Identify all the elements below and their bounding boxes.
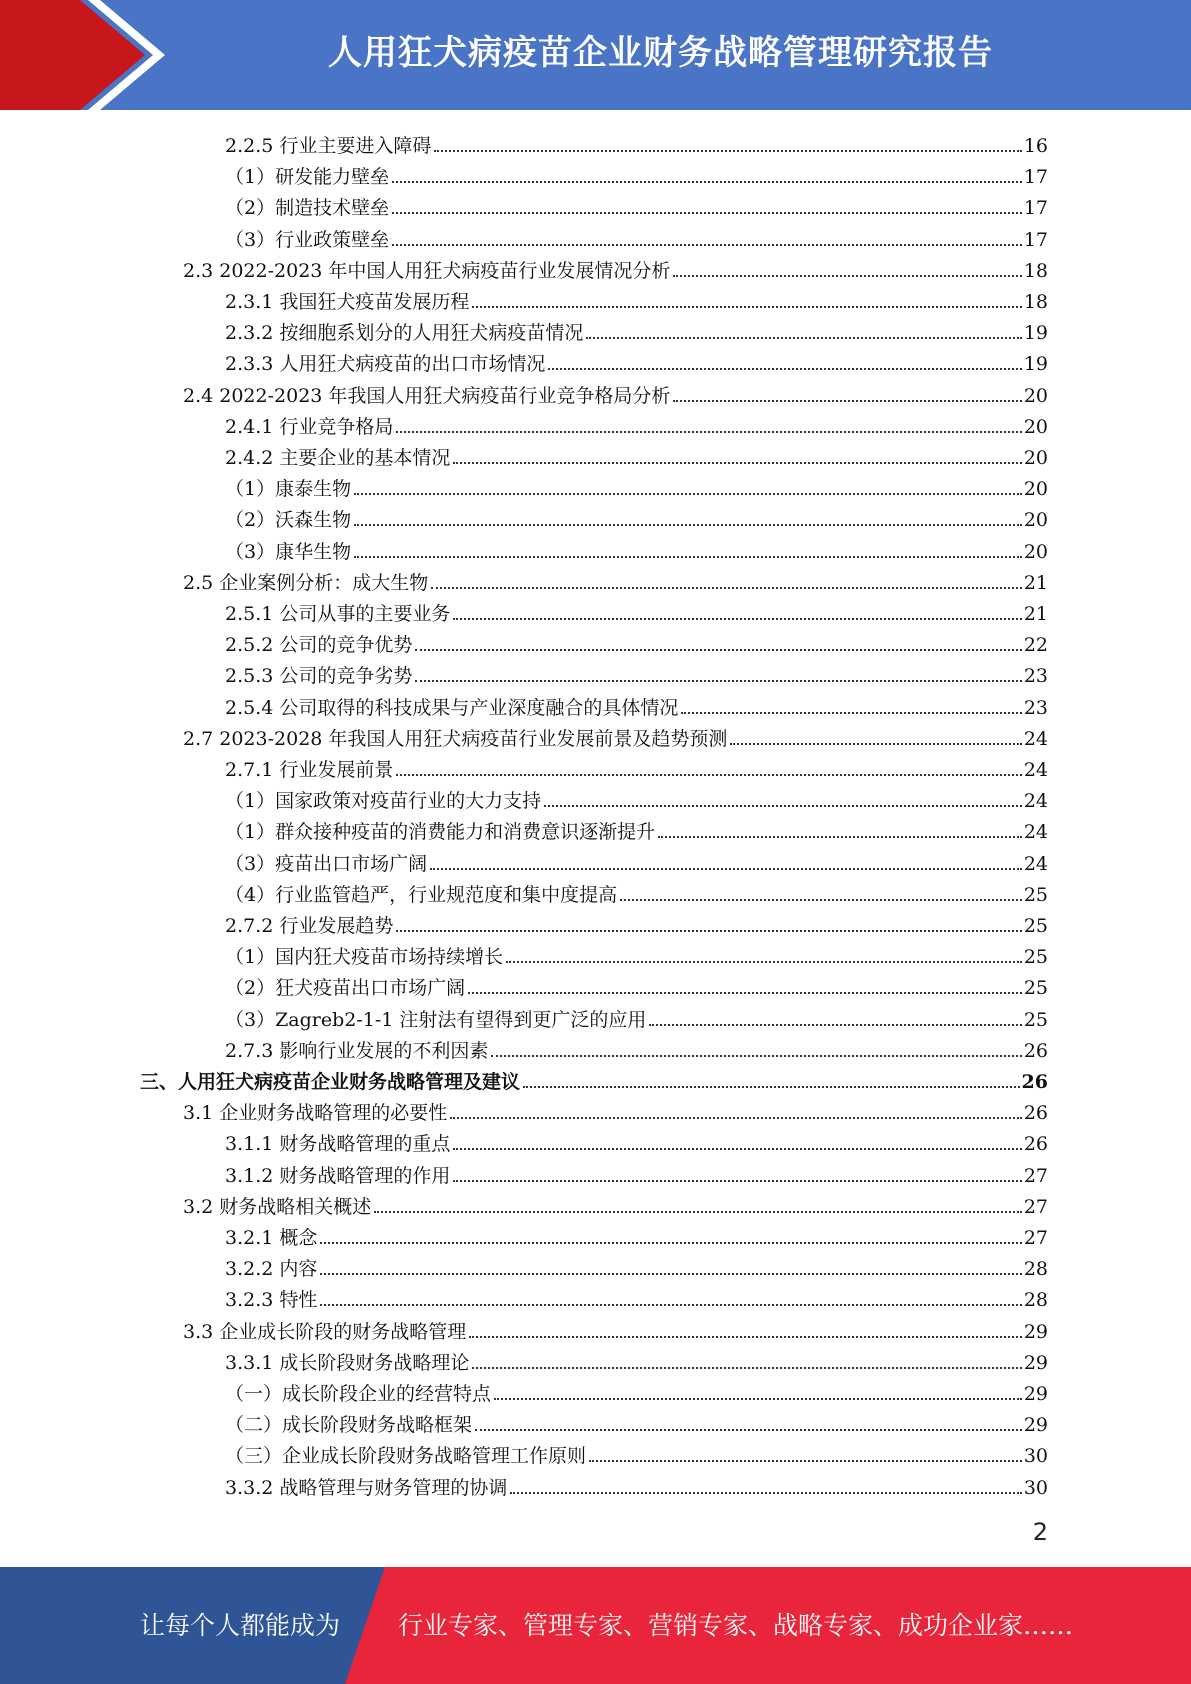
toc-entry-title: 2.3.2 按细胞系划分的人用狂犬病疫苗情况 bbox=[225, 322, 584, 345]
toc-entry[interactable] bbox=[225, 501, 1048, 532]
toc-entry[interactable] bbox=[183, 377, 1048, 408]
toc-dot-leader bbox=[673, 275, 1021, 277]
toc-entry[interactable] bbox=[225, 876, 1048, 907]
toc-entry-title: 2.5.4 公司取得的科技成果与产业深度融合的具体情况 bbox=[225, 696, 679, 719]
toc-entry-page: 25 bbox=[1023, 977, 1048, 1000]
toc-entry[interactable] bbox=[225, 751, 1048, 782]
toc-entry-page: 28 bbox=[1023, 1258, 1048, 1281]
toc-entry-page: 29 bbox=[1023, 1383, 1048, 1405]
toc-dot-leader bbox=[468, 992, 1022, 994]
toc-entry-page: 19 bbox=[1023, 322, 1048, 345]
toc-dot-leader bbox=[453, 1148, 1021, 1150]
toc-entry-title: 3.3.2 战略管理与财务管理的协调 bbox=[225, 1476, 508, 1499]
toc-dot-leader bbox=[320, 1273, 1021, 1275]
toc-dot-leader bbox=[415, 649, 1021, 651]
toc-dot-leader bbox=[396, 774, 1021, 776]
toc-entry-page: 25 bbox=[1023, 915, 1048, 937]
toc-entry[interactable] bbox=[183, 1313, 1048, 1344]
toc-entry-title: （2）狂犬疫苗出口市场广阔 bbox=[225, 977, 466, 1000]
toc-dot-leader bbox=[730, 743, 1021, 745]
toc-entry-title: 3.1 企业财务战略管理的必要性 bbox=[183, 1102, 448, 1125]
toc-entry[interactable] bbox=[225, 189, 1048, 220]
toc-entry-title: 2.4.1 行业竞争格局 bbox=[225, 415, 394, 438]
toc-entry[interactable] bbox=[225, 938, 1048, 969]
toc-entry[interactable] bbox=[225, 1406, 1048, 1437]
toc-dot-leader bbox=[374, 1211, 1022, 1213]
toc-entry-page: 24 bbox=[1023, 727, 1048, 750]
toc-entry-page: 21 bbox=[1023, 603, 1048, 625]
toc-dot-leader bbox=[415, 680, 1021, 682]
toc-entry[interactable] bbox=[183, 252, 1048, 283]
toc-entry[interactable] bbox=[225, 1250, 1048, 1281]
toc-dot-leader bbox=[396, 930, 1021, 932]
toc-entry-page: 21 bbox=[1023, 571, 1048, 594]
toc-entry-page: 24 bbox=[1023, 790, 1048, 813]
toc-dot-leader bbox=[491, 1055, 1021, 1057]
toc-dot-leader bbox=[354, 493, 1022, 495]
toc-entry[interactable] bbox=[225, 626, 1048, 657]
toc-entry[interactable] bbox=[225, 907, 1048, 938]
toc-dot-leader bbox=[450, 1117, 1022, 1119]
page-footer bbox=[0, 1567, 1191, 1684]
toc-entry-title: 2.3.3 人用狂犬病疫苗的出口市场情况 bbox=[225, 353, 546, 376]
toc-dot-leader bbox=[453, 618, 1021, 620]
toc-entry[interactable] bbox=[183, 720, 1048, 751]
toc-entry-title: 3.2.3 特性 bbox=[225, 1289, 318, 1312]
toc-dot-leader bbox=[475, 1429, 1022, 1431]
page-header bbox=[0, 0, 1191, 110]
toc-dot-leader bbox=[658, 836, 1022, 838]
toc-entry[interactable] bbox=[225, 1032, 1048, 1063]
toc-entry-page: 29 bbox=[1023, 1414, 1048, 1437]
toc-entry[interactable] bbox=[225, 689, 1048, 720]
toc-entry-title: 2.5 企业案例分析：成大生物 bbox=[183, 571, 429, 594]
toc-entry-title: （3）Zagreb2-1-1 注射法有望得到更广泛的应用 bbox=[225, 1008, 647, 1031]
toc-dot-leader bbox=[453, 462, 1021, 464]
toc-entry-title: 3.1.1 财务战略管理的重点 bbox=[225, 1133, 451, 1156]
toc-entry-page: 23 bbox=[1023, 665, 1048, 688]
toc-entry-page: 26 bbox=[1023, 1102, 1048, 1125]
toc-entry-title: （2）制造技术壁垒 bbox=[225, 197, 390, 220]
toc-entry-page: 26 bbox=[1023, 1039, 1048, 1062]
toc-entry-title: 2.7 2023-2028 年我国人用狂犬病疫苗行业发展前景及趋势预测 bbox=[183, 727, 728, 750]
toc-entry[interactable] bbox=[225, 221, 1048, 252]
toc-dot-leader bbox=[472, 1367, 1021, 1369]
toc-entry-page: 24 bbox=[1023, 821, 1048, 844]
toc-entry[interactable] bbox=[225, 1281, 1048, 1312]
toc-entry-title: 2.5.2 公司的竞争优势 bbox=[225, 634, 413, 657]
toc-dot-leader bbox=[472, 306, 1021, 308]
toc-dot-leader bbox=[453, 1180, 1021, 1182]
toc-entry[interactable] bbox=[225, 1344, 1048, 1375]
toc-dot-leader bbox=[589, 1460, 1022, 1462]
toc-dot-leader bbox=[548, 368, 1021, 370]
toc-entry-page: 19 bbox=[1023, 353, 1048, 376]
toc-dot-leader bbox=[320, 1242, 1021, 1244]
toc-entry-page: 26 bbox=[1023, 1133, 1048, 1156]
toc-entry[interactable] bbox=[225, 345, 1048, 376]
toc-entry-page: 23 bbox=[1023, 696, 1048, 719]
toc-entry-title: （2）沃森生物 bbox=[225, 509, 352, 532]
toc-dot-leader bbox=[494, 1398, 1022, 1400]
toc-entry-page: 20 bbox=[1023, 447, 1048, 469]
toc-entry-page: 24 bbox=[1023, 852, 1048, 875]
toc-entry-page: 18 bbox=[1023, 291, 1048, 313]
toc-entry-title: （1）国家政策对疫苗行业的大力支持 bbox=[225, 790, 542, 813]
toc-entry[interactable] bbox=[225, 969, 1048, 1000]
toc-entry[interactable] bbox=[225, 782, 1048, 813]
toc-entry-title: 2.5.1 公司从事的主要业务 bbox=[225, 603, 451, 625]
toc-entry[interactable] bbox=[225, 470, 1048, 501]
toc-entry-page: 30 bbox=[1023, 1476, 1048, 1499]
footer-slogan: 让每个人都能成为 bbox=[140, 1611, 341, 1640]
toc-entry-title: 3.3.1 成长阶段财务战略理论 bbox=[225, 1351, 470, 1374]
toc-dot-leader bbox=[430, 868, 1022, 870]
toc-entry-title: （3）康华生物 bbox=[225, 540, 352, 563]
toc-entry-page: 27 bbox=[1023, 1195, 1048, 1218]
report-title: 人用狂犬病疫苗企业财务战略管理研究报告 bbox=[328, 33, 993, 73]
toc-entry[interactable] bbox=[225, 1157, 1048, 1188]
toc-entry-page: 20 bbox=[1023, 478, 1048, 501]
toc-dot-leader bbox=[620, 899, 1022, 901]
toc-dot-leader bbox=[320, 1304, 1021, 1306]
toc-dot-leader bbox=[392, 181, 1022, 183]
toc-entry-title: 三、人用狂犬病疫苗企业财务战略管理及建议 bbox=[140, 1071, 521, 1093]
toc-dot-leader bbox=[681, 712, 1021, 714]
toc-entry[interactable] bbox=[225, 657, 1048, 688]
toc-entry-page: 27 bbox=[1023, 1227, 1048, 1249]
toc-dot-leader bbox=[392, 244, 1022, 246]
toc-entry-page: 22 bbox=[1023, 634, 1048, 657]
toc-entry-title: （1）群众接种疫苗的消费能力和消费意识逐渐提升 bbox=[225, 821, 656, 844]
toc-dot-leader bbox=[544, 805, 1022, 807]
toc-entry-page: 18 bbox=[1023, 259, 1048, 282]
toc-dot-leader bbox=[523, 1086, 1020, 1088]
toc-entry-title: 3.2.2 内容 bbox=[225, 1258, 318, 1281]
toc-entry[interactable] bbox=[225, 595, 1048, 626]
toc-entry-page: 25 bbox=[1023, 946, 1048, 969]
toc-entry-title: 2.5.3 公司的竞争劣势 bbox=[225, 665, 413, 688]
toc-dot-leader bbox=[392, 212, 1022, 214]
toc-entry-page: 29 bbox=[1023, 1351, 1048, 1374]
toc-entry-title: （4）行业监管趋严，行业规范度和集中度提高 bbox=[225, 883, 618, 906]
toc-entry-page: 17 bbox=[1023, 228, 1048, 251]
toc-dot-leader bbox=[354, 524, 1022, 526]
toc-entry[interactable] bbox=[140, 1063, 1048, 1094]
toc-entry[interactable] bbox=[183, 1094, 1048, 1125]
toc-entry-title: （一）成长阶段企业的经营特点 bbox=[225, 1383, 492, 1405]
toc-entry[interactable] bbox=[225, 314, 1048, 345]
toc-entry-page: 20 bbox=[1023, 509, 1048, 532]
toc-entry-page: 20 bbox=[1023, 540, 1048, 563]
toc-entry-page: 20 bbox=[1023, 415, 1048, 438]
toc-dot-leader bbox=[434, 150, 1021, 152]
toc-entry-page: 17 bbox=[1023, 166, 1048, 189]
toc-entry-title: 2.7.1 行业发展前景 bbox=[225, 759, 394, 781]
toc-entry-title: （3）疫苗出口市场广阔 bbox=[225, 852, 428, 875]
toc-entry[interactable] bbox=[183, 564, 1048, 595]
toc-entry[interactable] bbox=[225, 1469, 1048, 1500]
footer-expert-list: 行业专家、管理专家、营销专家、战略专家、成功企业家…… bbox=[398, 1611, 1074, 1640]
toc-entry[interactable] bbox=[225, 845, 1048, 876]
toc-entry-title: 2.3 2022-2023 年中国人用狂犬病疫苗行业发展情况分析 bbox=[183, 259, 671, 282]
toc-entry-title: 2.7.2 行业发展趋势 bbox=[225, 915, 394, 937]
toc-entry-page: 29 bbox=[1023, 1320, 1048, 1343]
toc-entry-page: 24 bbox=[1023, 759, 1048, 781]
toc-entry-title: 2.7.3 影响行业发展的不利因素 bbox=[225, 1039, 489, 1062]
toc-dot-leader bbox=[510, 1492, 1021, 1494]
toc-entry-title: （1）康泰生物 bbox=[225, 478, 352, 501]
toc-entry[interactable] bbox=[225, 158, 1048, 189]
toc-entry-title: （1）国内狂犬疫苗市场持续增长 bbox=[225, 946, 504, 969]
toc-entry-title: 2.2.5 行业主要进入障碍 bbox=[225, 135, 432, 157]
toc-entry-page: 26 bbox=[1021, 1071, 1048, 1093]
toc-dot-leader bbox=[354, 556, 1022, 558]
toc-entry-title: 2.3.1 我国狂犬疫苗发展历程 bbox=[225, 291, 470, 313]
toc-entry-page: 25 bbox=[1023, 883, 1048, 906]
toc-entry-page: 27 bbox=[1023, 1164, 1048, 1187]
toc-entry-page: 17 bbox=[1023, 197, 1048, 220]
toc-entry-page: 28 bbox=[1023, 1289, 1048, 1312]
toc-entry-title: （3）行业政策壁垒 bbox=[225, 228, 390, 251]
toc-entry-title: 2.4 2022-2023 年我国人用狂犬病疫苗行业竞争格局分析 bbox=[183, 384, 671, 407]
toc-entry-page: 16 bbox=[1023, 135, 1048, 157]
toc-entry-title: 3.1.2 财务战略管理的作用 bbox=[225, 1164, 451, 1187]
toc-entry-title: （三）企业成长阶段财务战略管理工作原则 bbox=[225, 1445, 587, 1468]
page-number: 2 bbox=[1032, 1518, 1048, 1546]
toc-dot-leader bbox=[506, 961, 1022, 963]
toc-entry-title: 3.2 财务战略相关概述 bbox=[183, 1195, 372, 1218]
toc-entry-page: 30 bbox=[1023, 1445, 1048, 1468]
toc-entry[interactable] bbox=[183, 1188, 1048, 1219]
toc-entry[interactable] bbox=[225, 408, 1048, 439]
toc-entry[interactable] bbox=[225, 127, 1048, 158]
toc-entry-title: （二）成长阶段财务战略框架 bbox=[225, 1414, 473, 1437]
toc-entry-page: 20 bbox=[1023, 384, 1048, 407]
toc-entry[interactable] bbox=[225, 1125, 1048, 1156]
toc-entry[interactable] bbox=[225, 439, 1048, 470]
toc-dot-leader bbox=[396, 431, 1021, 433]
toc-entry[interactable] bbox=[225, 813, 1048, 844]
toc-entry-title: 3.3 企业成长阶段的财务战略管理 bbox=[183, 1320, 467, 1343]
toc-entry-title: （1）研发能力壁垒 bbox=[225, 166, 390, 189]
toc-entry[interactable] bbox=[225, 533, 1048, 564]
toc-entry[interactable] bbox=[225, 1437, 1048, 1468]
toc-dot-leader bbox=[673, 400, 1021, 402]
toc-entry-page: 25 bbox=[1023, 1008, 1048, 1031]
toc-entry[interactable] bbox=[225, 1375, 1048, 1406]
toc-entry[interactable] bbox=[225, 1001, 1048, 1032]
toc-entry[interactable] bbox=[225, 283, 1048, 314]
toc-dot-leader bbox=[649, 1024, 1021, 1026]
toc-entry[interactable] bbox=[225, 1219, 1048, 1250]
toc-dot-leader bbox=[431, 587, 1022, 589]
toc-dot-leader bbox=[586, 337, 1021, 339]
toc-dot-leader bbox=[469, 1336, 1022, 1338]
toc-entry-title: 2.4.2 主要企业的基本情况 bbox=[225, 447, 451, 469]
toc-entry-title: 3.2.1 概念 bbox=[225, 1227, 318, 1249]
